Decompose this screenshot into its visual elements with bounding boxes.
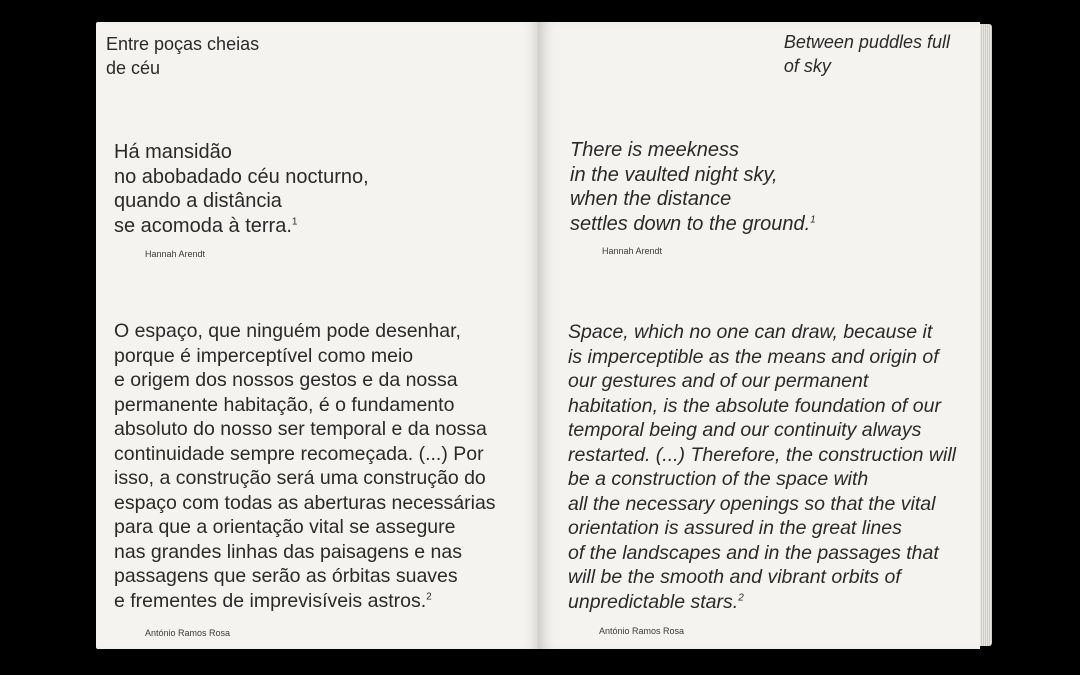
quote-author: Hannah Arendt <box>602 246 663 256</box>
quote-text: There is meekness in the vaulted night sky, when the distance settles down to the ground. <box>570 139 811 235</box>
quote-author: Hannah Arendt <box>145 249 206 259</box>
open-book <box>96 22 994 649</box>
footnote-marker: 1 <box>810 213 816 225</box>
footnote-marker: 2 <box>738 592 744 603</box>
footnote-marker: 1 <box>291 215 298 227</box>
page-title: Between puddles full of sky <box>783 32 950 76</box>
body-paragraph <box>568 320 978 614</box>
footnote-marker: 2 <box>426 591 432 602</box>
paragraph-author: António Ramos Rosa <box>145 628 231 638</box>
paragraph-text: Space, which no one can draw, because it is imperceptible as the means and origin of our gestures and of our permanent habitation, is the absolute foundation of our temporal being and our continuity always restarted. (...) Therefore, the construction will be a construction of the space with all the necessary openings so that the vital orientation is assured in the great lines of the landscapes and in the passages that will be the smooth and vibrant orbits of unpredictable stars. <box>568 321 956 613</box>
page-title: Entre poças cheias de céu <box>106 34 260 78</box>
quote-text: Há mansidão no abobadado céu nocturno, quando a distância se acomoda à terra. <box>114 141 369 237</box>
left-page <box>96 22 538 649</box>
epigraph-quote <box>114 140 369 238</box>
page-edges <box>980 24 992 646</box>
paragraph-author: António Ramos Rosa <box>599 626 685 636</box>
body-paragraph <box>114 319 534 613</box>
paragraph-text: O espaço, que ninguém pode desenhar, porque é imperceptível como meio e origem dos nossos gestos e da nossa permanente habitação, é o fundamento absoluto do nosso ser temporal e da nossa continuidade sempre recomeçada. (...) Por isso, a construção será uma construção do espaço com todas as aberturas necessárias para que a orientação vital se assegure nas grandes linhas das paisagens e nas passagens que serão as órbitas suaves e frementes de imprevisíveis astros. <box>114 320 496 612</box>
right-page <box>538 22 980 649</box>
epigraph-quote <box>570 138 816 236</box>
